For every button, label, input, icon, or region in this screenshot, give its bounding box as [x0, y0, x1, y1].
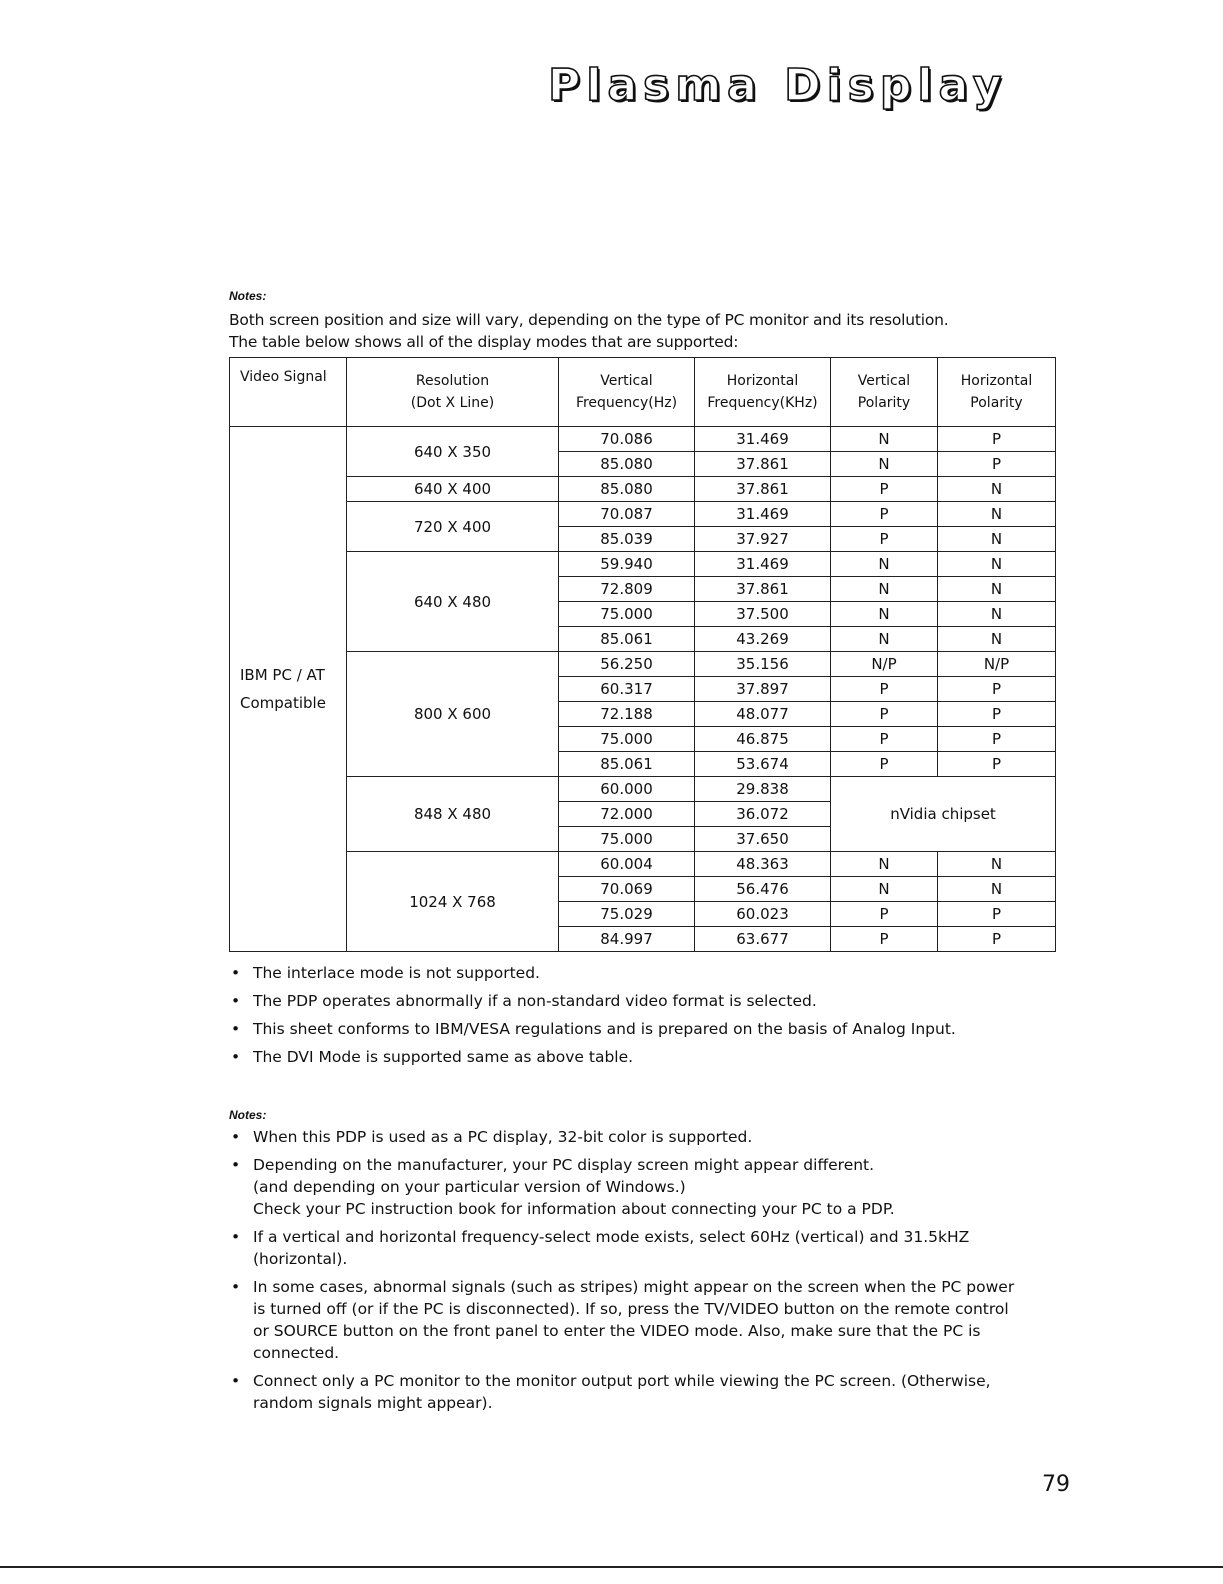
intro-line: Both screen position and size will vary, depending on the type of PC monitor and its resolution.: [229, 311, 949, 329]
list-item: [229, 990, 1059, 1012]
table-header-row: [230, 358, 1056, 427]
horizontal-polarity-cell: N: [938, 477, 1056, 502]
bullet-icon: •: [231, 1372, 241, 1390]
vertical-polarity-cell: P: [831, 752, 938, 777]
page-number: 79: [1042, 1472, 1070, 1497]
polarity-note-cell: nVidia chipset: [831, 777, 1056, 852]
vertical-frequency-cell: 70.069: [559, 877, 695, 902]
bullet-text: When this PDP is used as a PC display, 32-bit color is supported.: [253, 1128, 753, 1146]
horizontal-frequency-cell: 53.674: [695, 752, 831, 777]
vertical-frequency-cell: 75.000: [559, 602, 695, 627]
list-item: [229, 962, 1059, 984]
bullet-text: This sheet conforms to IBM/VESA regulations and is prepared on the basis of Analog Input.: [253, 1020, 956, 1038]
header-resolution: Resolution (Dot X Line): [347, 358, 559, 427]
display-modes-table: [229, 357, 1056, 952]
horizontal-polarity-cell: P: [938, 452, 1056, 477]
vertical-polarity-cell: P: [831, 502, 938, 527]
horizontal-polarity-cell: N: [938, 527, 1056, 552]
table-row: [230, 652, 1056, 677]
bullet-text: Depending on the manufacturer, your PC display screen might appear different.: [253, 1156, 875, 1174]
horizontal-frequency-cell: 37.500: [695, 602, 831, 627]
horizontal-frequency-cell: 48.363: [695, 852, 831, 877]
bullet-icon: •: [231, 1128, 241, 1146]
vertical-polarity-cell: N: [831, 852, 938, 877]
horizontal-frequency-cell: 35.156: [695, 652, 831, 677]
horizontal-frequency-cell: 37.861: [695, 577, 831, 602]
horizontal-frequency-cell: 46.875: [695, 727, 831, 752]
horizontal-polarity-cell: N: [938, 602, 1056, 627]
vertical-polarity-cell: N: [831, 552, 938, 577]
notes-label: Notes:: [229, 1108, 267, 1122]
bullet-text: Connect only a PC monitor to the monitor output port while viewing the PC screen. (Otherwise,: [253, 1372, 991, 1390]
header-vertical-frequency: Vertical Frequency(Hz): [559, 358, 695, 427]
vertical-polarity-cell: P: [831, 527, 938, 552]
horizontal-frequency-cell: 37.927: [695, 527, 831, 552]
vertical-polarity-cell: N: [831, 877, 938, 902]
page-title: Plasma Display: [548, 60, 1008, 111]
note-item: [229, 1370, 1059, 1414]
vertical-polarity-cell: N: [831, 602, 938, 627]
header-horizontal-polarity: Horizontal Polarity: [938, 358, 1056, 427]
horizontal-polarity-cell: P: [938, 427, 1056, 452]
bullet-text: The interlace mode is not supported.: [253, 964, 540, 982]
horizontal-frequency-cell: 37.861: [695, 452, 831, 477]
video-signal-line: IBM PC / AT: [240, 666, 325, 684]
horizontal-polarity-cell: N: [938, 877, 1056, 902]
vertical-frequency-cell: 56.250: [559, 652, 695, 677]
horizontal-frequency-cell: 63.677: [695, 927, 831, 952]
header-horizontal-frequency: Horizontal Frequency(KHz): [695, 358, 831, 427]
note-item: [229, 1276, 1059, 1364]
bullet-text: (horizontal).: [253, 1250, 348, 1268]
table-row: [230, 552, 1056, 577]
header-vertical-polarity: Vertical Polarity: [831, 358, 938, 427]
horizontal-frequency-cell: 37.897: [695, 677, 831, 702]
vertical-polarity-cell: N: [831, 452, 938, 477]
horizontal-frequency-cell: 31.469: [695, 552, 831, 577]
horizontal-frequency-cell: 36.072: [695, 802, 831, 827]
horizontal-frequency-cell: 37.861: [695, 477, 831, 502]
table-row: [230, 477, 1056, 502]
vertical-polarity-cell: P: [831, 477, 938, 502]
vertical-frequency-cell: 60.000: [559, 777, 695, 802]
bullet-text: The PDP operates abnormally if a non-standard video format is selected.: [253, 992, 817, 1010]
vertical-frequency-cell: 85.080: [559, 477, 695, 502]
horizontal-polarity-cell: P: [938, 727, 1056, 752]
horizontal-polarity-cell: N/P: [938, 652, 1056, 677]
vertical-polarity-cell: N/P: [831, 652, 938, 677]
vertical-frequency-cell: 60.317: [559, 677, 695, 702]
table-row: [230, 427, 1056, 452]
resolution-cell: 848 X 480: [347, 777, 559, 852]
horizontal-frequency-cell: 48.077: [695, 702, 831, 727]
table-row: [230, 852, 1056, 877]
header-video-signal: Video Signal: [230, 358, 347, 427]
bullet-icon: •: [231, 1020, 241, 1038]
horizontal-frequency-cell: 37.650: [695, 827, 831, 852]
note-item: [229, 1154, 1059, 1220]
bullet-list: [229, 962, 1059, 1074]
resolution-cell: 640 X 480: [347, 552, 559, 652]
vertical-frequency-cell: 72.000: [559, 802, 695, 827]
list-item: [229, 1018, 1059, 1040]
notes-label: Notes:: [229, 289, 267, 303]
table-row: [230, 777, 1056, 802]
resolution-cell: 1024 X 768: [347, 852, 559, 952]
vertical-frequency-cell: 85.039: [559, 527, 695, 552]
horizontal-frequency-cell: 31.469: [695, 502, 831, 527]
horizontal-polarity-cell: N: [938, 552, 1056, 577]
bullet-text: (and depending on your particular version of Windows.): [253, 1178, 686, 1196]
bullet-icon: •: [231, 992, 241, 1010]
bullet-text: Check your PC instruction book for information about connecting your PC to a PDP.: [253, 1200, 895, 1218]
horizontal-frequency-cell: 56.476: [695, 877, 831, 902]
resolution-cell: 800 X 600: [347, 652, 559, 777]
vertical-polarity-cell: N: [831, 577, 938, 602]
vertical-polarity-cell: N: [831, 427, 938, 452]
vertical-frequency-cell: 75.000: [559, 727, 695, 752]
notes-list: [229, 1126, 1059, 1420]
video-signal-cell: [230, 427, 347, 952]
vertical-frequency-cell: 60.004: [559, 852, 695, 877]
note-item: [229, 1226, 1059, 1270]
vertical-polarity-cell: P: [831, 702, 938, 727]
horizontal-frequency-cell: 29.838: [695, 777, 831, 802]
horizontal-polarity-cell: N: [938, 502, 1056, 527]
bullet-text: random signals might appear).: [253, 1394, 493, 1412]
intro-line: The table below shows all of the display modes that are supported:: [229, 333, 739, 351]
horizontal-polarity-cell: N: [938, 627, 1056, 652]
vertical-frequency-cell: 75.000: [559, 827, 695, 852]
vertical-frequency-cell: 70.087: [559, 502, 695, 527]
bullet-text: The DVI Mode is supported same as above table.: [253, 1048, 634, 1066]
vertical-polarity-cell: P: [831, 927, 938, 952]
vertical-frequency-cell: 72.188: [559, 702, 695, 727]
bullet-icon: •: [231, 964, 241, 982]
horizontal-polarity-cell: P: [938, 702, 1056, 727]
resolution-cell: 640 X 400: [347, 477, 559, 502]
list-item: [229, 1046, 1059, 1068]
vertical-frequency-cell: 85.061: [559, 627, 695, 652]
horizontal-frequency-cell: 31.469: [695, 427, 831, 452]
vertical-frequency-cell: 72.809: [559, 577, 695, 602]
bullet-icon: •: [231, 1048, 241, 1066]
bullet-text: In some cases, abnormal signals (such as stripes) might appear on the screen when the PC power: [253, 1278, 1015, 1296]
horizontal-polarity-cell: N: [938, 577, 1056, 602]
vertical-frequency-cell: 84.997: [559, 927, 695, 952]
vertical-polarity-cell: P: [831, 727, 938, 752]
vertical-frequency-cell: 75.029: [559, 902, 695, 927]
vertical-frequency-cell: 85.080: [559, 452, 695, 477]
divider: [0, 1566, 1223, 1568]
horizontal-polarity-cell: P: [938, 902, 1056, 927]
vertical-frequency-cell: 85.061: [559, 752, 695, 777]
bullet-icon: •: [231, 1278, 241, 1296]
bullet-text: is turned off (or if the PC is disconnected). If so, press the TV/VIDEO button on the remote control: [253, 1300, 1009, 1318]
vertical-polarity-cell: P: [831, 677, 938, 702]
bullet-text: connected.: [253, 1344, 340, 1362]
horizontal-frequency-cell: 60.023: [695, 902, 831, 927]
video-signal-line: Compatible: [240, 694, 326, 712]
table-row: [230, 502, 1056, 527]
note-item: [229, 1126, 1059, 1148]
resolution-cell: 720 X 400: [347, 502, 559, 552]
horizontal-polarity-cell: N: [938, 852, 1056, 877]
bullet-icon: •: [231, 1156, 241, 1174]
horizontal-polarity-cell: P: [938, 752, 1056, 777]
vertical-frequency-cell: 70.086: [559, 427, 695, 452]
horizontal-frequency-cell: 43.269: [695, 627, 831, 652]
horizontal-polarity-cell: P: [938, 927, 1056, 952]
vertical-polarity-cell: N: [831, 627, 938, 652]
bullet-text: or SOURCE button on the front panel to enter the VIDEO mode. Also, make sure that the PC is: [253, 1322, 981, 1340]
bullet-icon: •: [231, 1228, 241, 1246]
bullet-text: If a vertical and horizontal frequency-select mode exists, select 60Hz (vertical) and 31.5kHZ: [253, 1228, 970, 1246]
vertical-frequency-cell: 59.940: [559, 552, 695, 577]
resolution-cell: 640 X 350: [347, 427, 559, 477]
horizontal-polarity-cell: P: [938, 677, 1056, 702]
vertical-polarity-cell: P: [831, 902, 938, 927]
